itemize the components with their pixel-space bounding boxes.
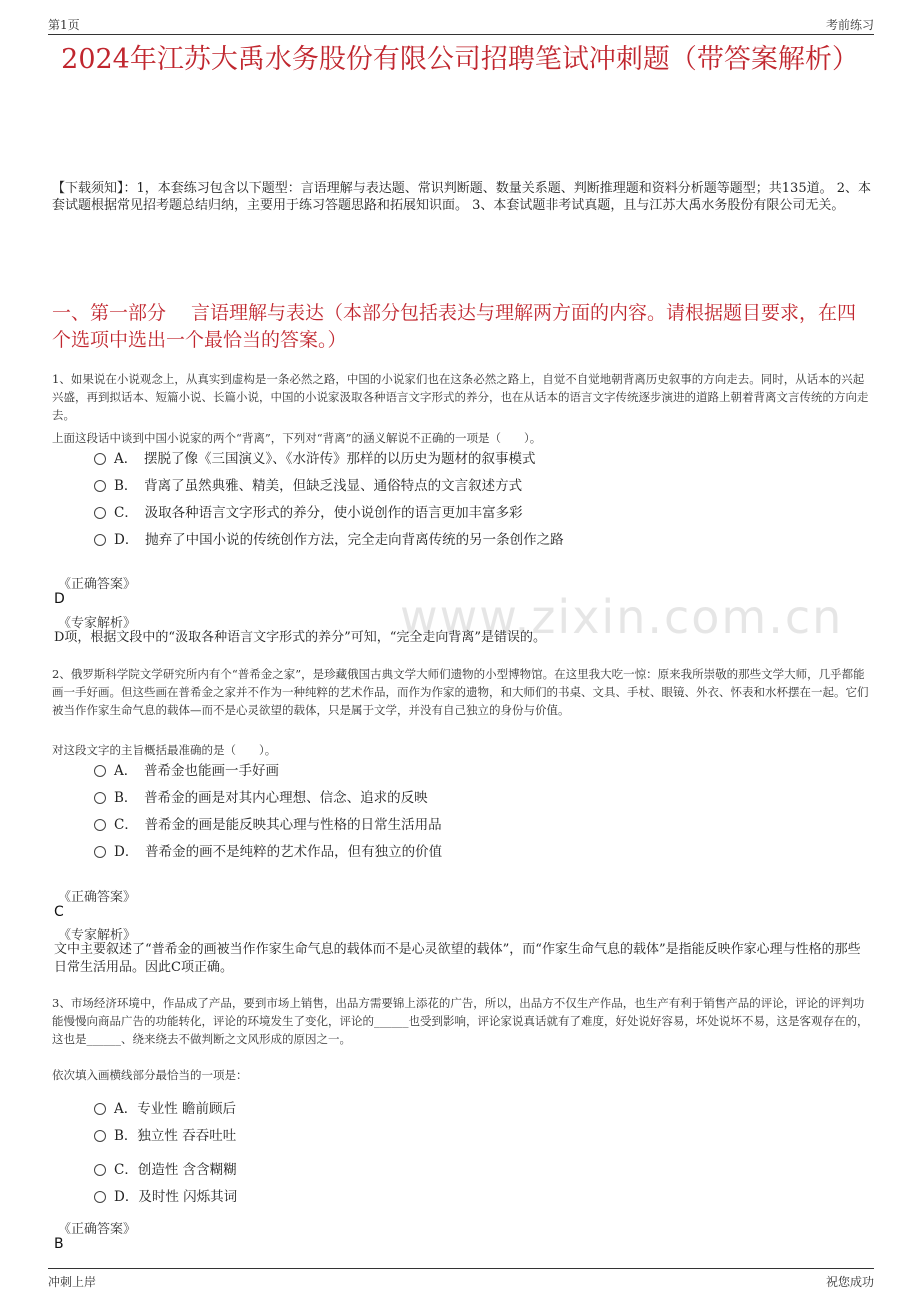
radio-icon[interactable] [94, 1103, 106, 1115]
question-1-option-a[interactable]: A． 摆脱了像《三国演义》、《水浒传》那样的以历史为题材的叙事模式 [94, 448, 536, 470]
download-notice: 【下载须知】：1，本套练习包含以下题型：言语理解与表达题、常识判断题、数量关系题、判断推理题和资料分析题等题型；共135道。 2、本套试题根据常见招考题总结归纳，主要用于练习答题思路和拓展知识面。 3、本套试题非考试真题，且与江苏大禹水务股份有限公司无关。 [52, 181, 871, 213]
question-1-answer: D [54, 591, 65, 607]
watermark: www.zixin.com.cn [400, 590, 844, 644]
analysis-label: 《专家解析》 [58, 928, 137, 943]
footer-right: 祝您成功 [825, 1275, 874, 1289]
question-1-option-b[interactable]: B． 背离了虽然典雅、精美，但缺乏浅显、通俗特点的文言叙述方式 [94, 475, 522, 497]
section-title: 一、第一部分 言语理解与表达（本部分包括表达与理解两方面的内容。请根据题目要求，在四个选项中选出一个最恰当的答案。） [52, 302, 857, 351]
answer-label: 《正确答案》 [58, 577, 137, 592]
radio-icon[interactable] [94, 1164, 106, 1176]
question-2-analysis: 文中主要叙述了“普希金的画被当作作家生命气息的载体而不是心灵欲望的载体”，而“作家生命气息的载体”是指能反映作家心理与性格的那些日常生活用品。因此C项正确。 [54, 942, 861, 975]
radio-icon[interactable] [94, 765, 106, 777]
radio-icon[interactable] [94, 534, 106, 546]
question-3-stem: 依次填入画横线部分最恰当的一项是： [52, 1068, 248, 1082]
question-1-stem: 上面这段话中谈到中国小说家的两个“背离”，下列对“背离”的涵义解说不正确的一项是（ ）。 [52, 431, 542, 445]
question-2-answer: C [54, 904, 64, 920]
radio-icon[interactable] [94, 453, 106, 465]
radio-icon[interactable] [94, 846, 106, 858]
document-title: 2024年江苏大禹水务股份有限公司招聘笔试冲刺题（带答案解析） [61, 44, 859, 75]
question-2-option-b[interactable]: B． 普希金的画是对其内心理想、信念、追求的反映 [94, 787, 428, 809]
footer-left: 冲刺上岸 [48, 1275, 97, 1289]
question-1-text: 1、如果说在小说观念上，从真实到虚构是一条必然之路，中国的小说家们也在这条必然之路上，自觉不自觉地朝背离历史叙事的方向走去。同时，从话本的兴起兴盛，再到拟话本、短篇小说、长篇小说，中国的小说家汲取各种语言文字形式的养分，也在从话本的语言文字传统逐步演进的道路上朝着背离文言传统的方向走去。 [52, 372, 869, 422]
radio-icon[interactable] [94, 1130, 106, 1142]
analysis-label: 《专家解析》 [58, 616, 137, 631]
radio-icon[interactable] [94, 1191, 106, 1203]
question-3-text: 3、市场经济环境中，作品成了产品，要到市场上销售，出品方需要锦上添花的广告，所以，出品方不仅生产作品，也生产有利于销售产品的评论，评论的评判功能慢慢向商品广告的功能转化，评论的环境发生了变化，评论的______也受到影响，评论家说真话就有了难度，好处说好容易，坏处说坏不易，这是客观存在的，这也是______、绕来绕去不做判断之文风形成的原因之一。 [52, 996, 869, 1046]
header-tag: 考前练习 [825, 18, 874, 32]
question-3-option-d[interactable]: D．及时性 闪烁其词 [94, 1186, 237, 1208]
question-1-option-c[interactable]: C． 汲取各种语言文字形式的养分，使小说创作的语言更加丰富多彩 [94, 502, 523, 524]
question-3-option-a[interactable]: A．专业性 瞻前顾后 [94, 1098, 236, 1120]
radio-icon[interactable] [94, 507, 106, 519]
question-2-option-c[interactable]: C． 普希金的画是能反映其心理与性格的日常生活用品 [94, 814, 442, 836]
radio-icon[interactable] [94, 792, 106, 804]
question-2-stem: 对这段文字的主旨概括最准确的是（ ）。 [52, 743, 277, 757]
question-2-option-a[interactable]: A． 普希金也能画一手好画 [94, 760, 279, 782]
page-header [48, 14, 874, 35]
answer-label: 《正确答案》 [58, 1222, 137, 1237]
question-3-option-c[interactable]: C．创造性 含含糊糊 [94, 1159, 237, 1181]
question-1-analysis: D项，根据文段中的“汲取各种语言文字形式的养分”可知，“完全走向背离”是错误的。 [54, 630, 547, 645]
radio-icon[interactable] [94, 819, 106, 831]
answer-label: 《正确答案》 [58, 890, 137, 905]
page-footer [48, 1268, 874, 1289]
question-3-answer: B [54, 1236, 64, 1252]
question-3-option-b[interactable]: B．独立性 吞吞吐吐 [94, 1125, 236, 1147]
question-1-option-d[interactable]: D． 抛弃了中国小说的传统创作方法，完全走向背离传统的另一条创作之路 [94, 529, 564, 551]
question-2-text: 2、俄罗斯科学院文学研究所内有个“普希金之家”，是珍藏俄国古典文学大师们遗物的小型博物馆。在这里我大吃一惊：原来我所崇敬的那些文学大师，几乎都能画一手好画。但这些画在普希金之家并不作为一种纯粹的艺术作品，而作为作家的遗物，和大师们的书桌、文具、手杖、眼镜、外衣、怀表和水杯摆在一起。它们被当作作家生命气息的载体—而不是心灵欲望的载体，只是属于文学，并没有自己独立的身份与价值。 [52, 667, 869, 717]
question-2-option-d[interactable]: D． 普希金的画不是纯粹的艺术作品，但有独立的价值 [94, 841, 442, 863]
page-number: 第1页 [48, 18, 80, 32]
radio-icon[interactable] [94, 480, 106, 492]
